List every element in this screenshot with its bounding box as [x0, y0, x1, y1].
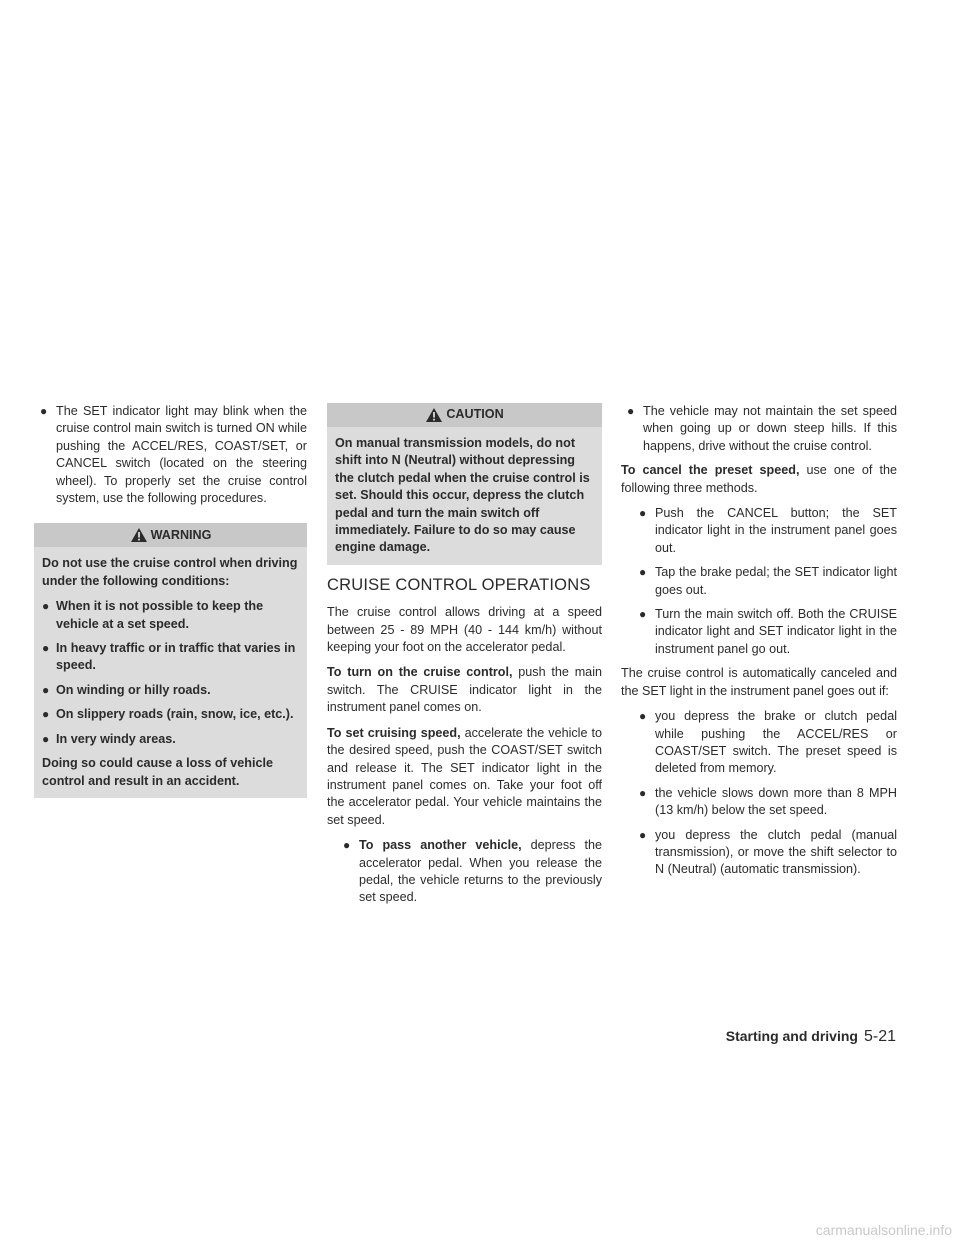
- list-item: [633, 505, 897, 557]
- warning-item-text: In heavy traffic or in traffic that varies in speed.: [56, 641, 296, 673]
- caution-icon: [425, 407, 443, 423]
- warning-item-text: On winding or hilly roads.: [56, 682, 211, 697]
- column-middle: [327, 403, 602, 914]
- list-item-text: The SET indicator light may blink when the cruise control main switch is turned ON while pushing the ACCEL/RES, COAST/SET, or CANCEL switch (located on the steering wheel). To properly set the cruise control system, use the following procedures.: [56, 404, 307, 506]
- column-left: [34, 403, 307, 798]
- section-heading: CRUISE CONTROL OPERATIONS: [327, 575, 591, 594]
- list-item-text: you depress the brake or clutch pedal while pushing the ACCEL/RES or COAST/SET switch. The preset speed is deleted from memory.: [655, 709, 897, 776]
- list-item: [633, 708, 897, 778]
- caution-title: CAUTION: [446, 407, 504, 422]
- bullet-glyph: ●: [343, 838, 351, 853]
- list-item-text: Push the CANCEL button; the SET indicator light in the instrument panel goes out.: [655, 506, 897, 555]
- warning-item: [42, 598, 299, 633]
- bullet-glyph: ●: [42, 641, 50, 656]
- column-right: [621, 403, 897, 886]
- turn-on-paragraph: [327, 664, 602, 716]
- warning-item-text: In very windy areas.: [56, 731, 176, 746]
- bullet-glyph: ●: [639, 607, 647, 622]
- section-name: Starting and driving: [725, 1028, 858, 1044]
- set-speed-text: accelerate the vehicle to the desired speed, push the COAST/SET switch and release it. The SET indicator light in the instrument panel comes on. Take your foot off the accelerator pedal. Your vehicle maintains the set speed.: [327, 725, 603, 827]
- auto-cancel-paragraph: The cruise control is automatically canceled and the SET light in the instrument panel goes out if:: [621, 666, 897, 698]
- page-number: 5-21: [863, 1028, 896, 1045]
- warning-closing: Doing so could cause a loss of vehicle control and result in an accident.: [42, 756, 273, 788]
- list-item: [633, 827, 897, 879]
- warning-item-text: When it is not possible to keep the vehicle at a set speed.: [56, 599, 264, 631]
- bullet-glyph: ●: [639, 785, 647, 800]
- bullet-glyph: ●: [42, 731, 50, 746]
- list-item: [633, 564, 897, 599]
- warning-item: [42, 731, 299, 748]
- bullet-glyph: ●: [639, 506, 647, 521]
- warning-icon: [130, 527, 148, 543]
- list-item: [34, 403, 307, 507]
- list-item: [621, 403, 897, 455]
- list-item-text: you depress the clutch pedal (manual transmission), or move the shift selector to N (Neutral) (automatic transmission).: [655, 827, 897, 877]
- warning-item: [42, 682, 299, 699]
- pass-text: depress the accelerator pedal. When you release the pedal, the vehicle returns to the previously set speed.: [359, 838, 602, 905]
- list-item-text: the vehicle slows down more than 8 MPH (13 km/h) below the set speed.: [655, 785, 897, 818]
- warning-lead: Do not use the cruise control when driving under the following conditions:: [42, 556, 298, 588]
- cancel-lead: To cancel the preset speed,: [621, 463, 800, 478]
- caution-box: [327, 403, 602, 565]
- set-speed-paragraph: [327, 725, 602, 829]
- warning-item: [42, 706, 299, 723]
- list-item: [633, 606, 897, 658]
- page-footer: [726, 1028, 896, 1045]
- cancel-paragraph: [621, 462, 897, 497]
- bullet-glyph: ●: [40, 404, 48, 418]
- warning-item-text: On slippery roads (rain, snow, ice, etc.).: [56, 707, 294, 722]
- list-item-text: Turn the main switch off. Both the CRUISE indicator light and SET indicator light in the instrument panel go out.: [655, 607, 897, 656]
- warning-item: [42, 640, 299, 675]
- turn-on-text: push the main switch. The CRUISE indicator light in the instrument panel comes on.: [327, 665, 602, 715]
- cancel-text: use one of the following three methods.: [621, 463, 897, 495]
- bullet-glyph: ●: [42, 707, 50, 722]
- list-item-text: Tap the brake pedal; the SET indicator light goes out.: [655, 565, 897, 597]
- watermark: carmanualsonline.info: [815, 1222, 952, 1238]
- list-item-text: The vehicle may not maintain the set speed when going up or down steep hills. If this happens, drive without the cruise control.: [643, 404, 897, 453]
- bullet-glyph: ●: [627, 404, 635, 418]
- caution-text: On manual transmission models, do not shift into N (Neutral) without depressing the clutch pedal when the cruise control is set. Should this occur, depress the clutch pedal and turn the main switch off immediately. Failure to do so may cause engine damage.: [335, 436, 590, 555]
- pass-lead: To pass another vehicle,: [359, 838, 522, 853]
- set-speed-lead: To set cruising speed,: [327, 725, 461, 740]
- caution-header: [327, 403, 602, 427]
- bullet-glyph: ●: [639, 827, 647, 842]
- list-item: [633, 785, 897, 820]
- warning-header: [34, 523, 307, 547]
- bullet-glyph: ●: [42, 599, 50, 614]
- turn-on-lead: To turn on the cruise control,: [327, 665, 513, 680]
- warning-box: [34, 523, 307, 797]
- bullet-glyph: ●: [639, 565, 647, 580]
- warning-title: WARNING: [150, 527, 212, 542]
- list-item: [337, 837, 602, 907]
- intro-paragraph: The cruise control allows driving at a speed between 25 - 89 MPH (40 - 144 km/h) without keeping your foot on the accelerator pedal.: [327, 605, 602, 655]
- bullet-glyph: ●: [42, 682, 50, 697]
- bullet-glyph: ●: [639, 709, 647, 724]
